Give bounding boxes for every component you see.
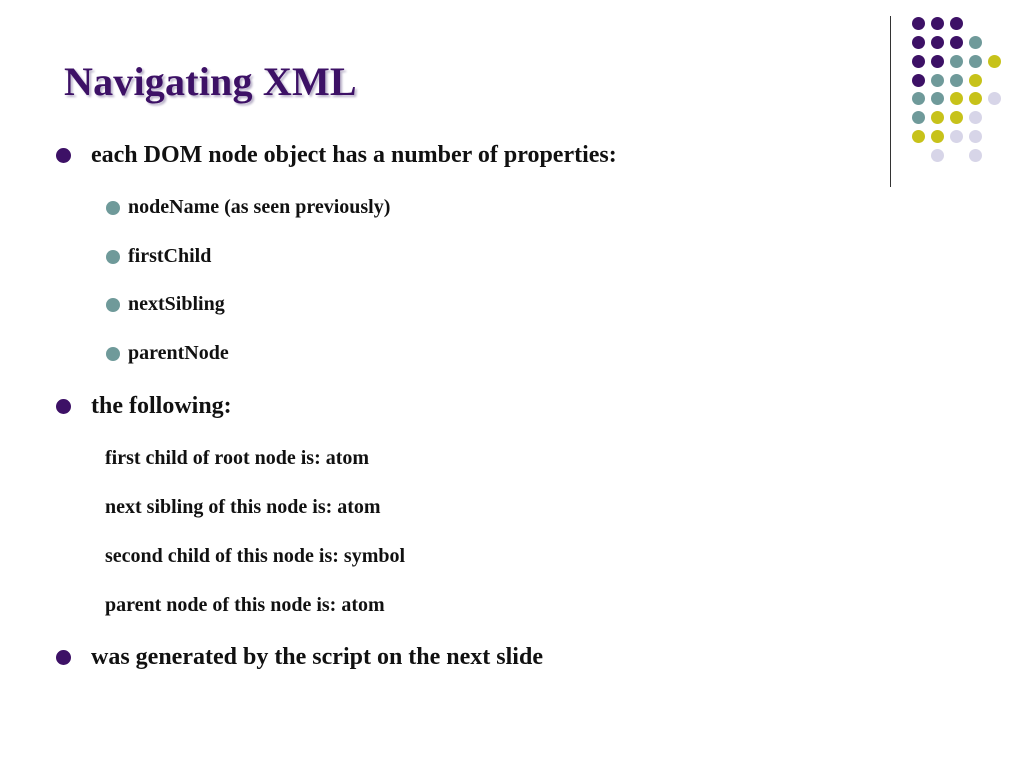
grid-dot <box>969 74 982 87</box>
grid-dot <box>950 74 963 87</box>
bullet-1 <box>56 142 617 169</box>
grid-dot <box>950 17 963 30</box>
grid-dot <box>931 17 944 30</box>
grid-dot <box>950 55 963 68</box>
output-line: parent node of this node is: atom <box>105 594 385 616</box>
sub-bullet-text: parentNode <box>128 342 229 364</box>
grid-dot <box>912 55 925 68</box>
bullet-2 <box>56 393 232 420</box>
grid-dot <box>931 92 944 105</box>
output-line: second child of this node is: symbol <box>105 545 406 567</box>
bullet-dot-icon <box>106 298 120 312</box>
bullet-dot-icon <box>56 148 71 163</box>
sub-bullet <box>106 293 225 316</box>
grid-dot <box>950 92 963 105</box>
grid-dot <box>912 111 925 124</box>
grid-dot <box>931 36 944 49</box>
grid-dot <box>931 74 944 87</box>
grid-dot <box>988 92 1001 105</box>
bullet-text: was generated by the script on the next slide <box>91 644 543 670</box>
grid-dot <box>912 74 925 87</box>
sub-bullet-text: firstChild <box>128 245 212 267</box>
sub-bullet-text: nodeName (as seen previously) <box>128 196 391 218</box>
grid-dot <box>969 55 982 68</box>
grid-dot <box>988 55 1001 68</box>
grid-dot <box>969 111 982 124</box>
sub-bullet <box>106 245 211 268</box>
grid-dot <box>931 55 944 68</box>
bullet-dot-icon <box>106 347 120 361</box>
output-line: first child of root node is: atom <box>105 447 370 469</box>
sub-bullet-text: nextSibling <box>128 293 225 315</box>
bullet-dot-icon <box>56 650 71 665</box>
bullet-text: each DOM node object has a number of properties: <box>91 142 617 168</box>
grid-dot <box>969 36 982 49</box>
grid-dot <box>950 130 963 143</box>
sub-bullet <box>106 196 390 219</box>
grid-dot <box>931 149 944 162</box>
sub-bullet <box>106 342 229 365</box>
bullet-dot-icon <box>106 201 120 215</box>
output-line: next sibling of this node is: atom <box>105 496 381 518</box>
bullet-dot-icon <box>56 399 71 414</box>
grid-dot <box>950 36 963 49</box>
grid-dot <box>931 130 944 143</box>
grid-dot <box>912 17 925 30</box>
grid-dot <box>912 36 925 49</box>
grid-dot <box>969 92 982 105</box>
grid-dot <box>969 130 982 143</box>
grid-dot <box>931 111 944 124</box>
slide-title: Navigating XML <box>64 59 357 104</box>
bullet-3 <box>56 644 543 671</box>
grid-dot <box>969 149 982 162</box>
bullet-dot-icon <box>106 250 120 264</box>
grid-dot <box>950 111 963 124</box>
grid-dot <box>912 92 925 105</box>
divider-line <box>890 16 891 187</box>
bullet-text: the following: <box>91 393 232 419</box>
grid-dot <box>912 130 925 143</box>
